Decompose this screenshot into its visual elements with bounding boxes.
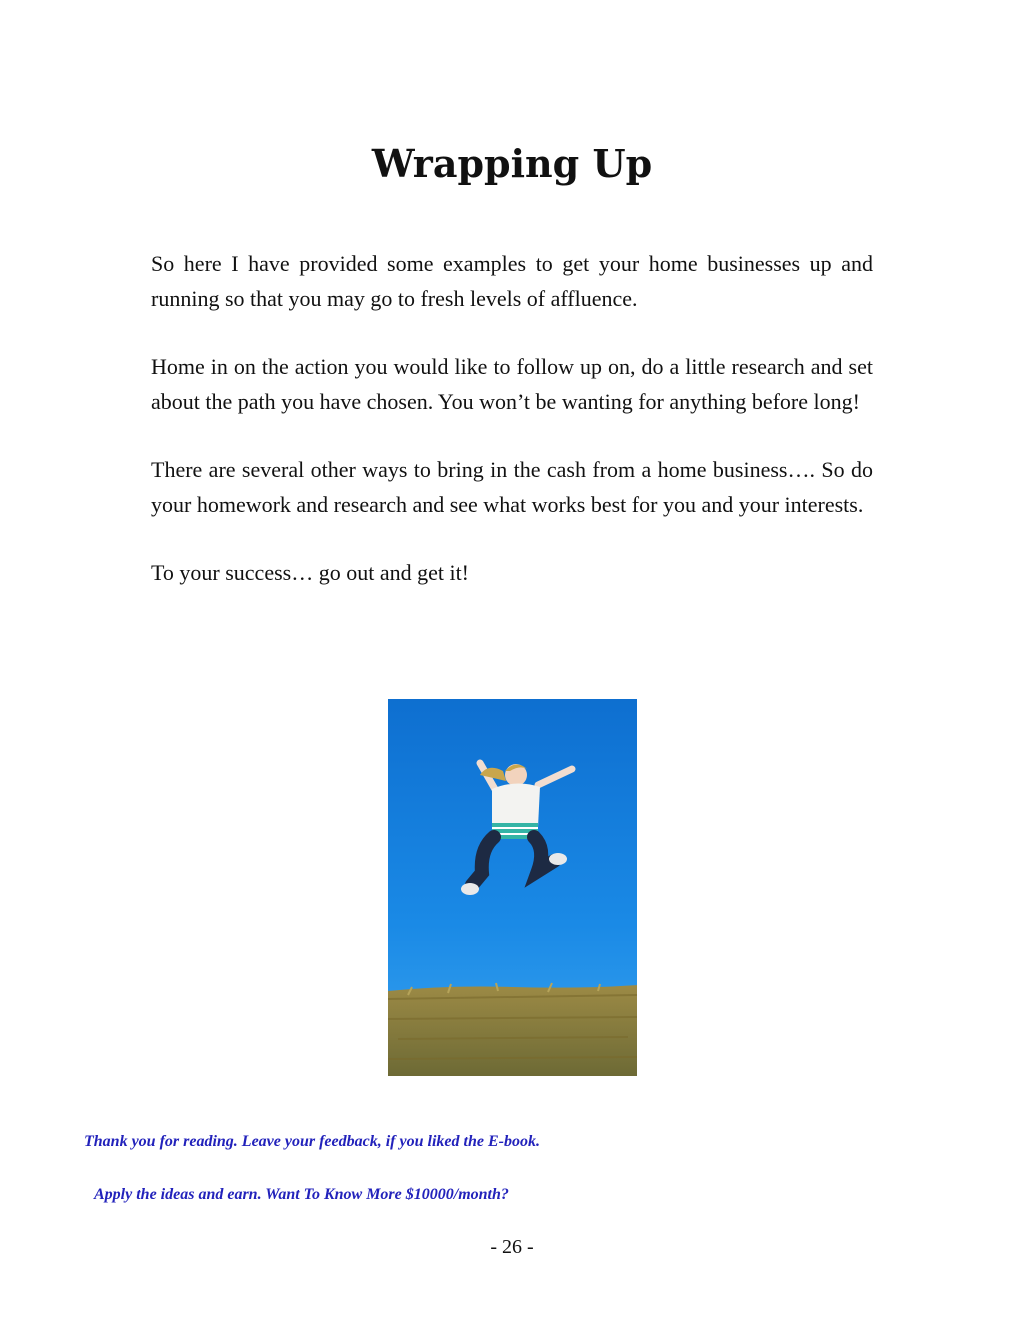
earn-more-link[interactable]: Apply the ideas and earn. Want To Know More $10000/month? (94, 1186, 509, 1203)
feedback-link[interactable]: Thank you for reading. Leave your feedback, if you liked the E-book. (84, 1133, 540, 1150)
paragraph: Home in on the action you would like to follow up on, do a little research and set about the path you have chosen. You won’t be wanting for anything before long! (151, 354, 873, 414)
body-text (151, 247, 873, 625)
paragraph: So here I have provided some examples to get your home businesses up and running so that you may go to fresh levels of affluence. (151, 251, 873, 311)
jumping-woman-photo (388, 699, 637, 1076)
paragraph: To your success… go out and get it! (151, 560, 470, 585)
page-title: Wrapping Up (371, 141, 653, 186)
page-number: - 26 - (490, 1236, 534, 1258)
paragraph: There are several other ways to bring in the cash from a home business…. So do your homework and research and see what works best for you and your interests. (151, 457, 873, 517)
